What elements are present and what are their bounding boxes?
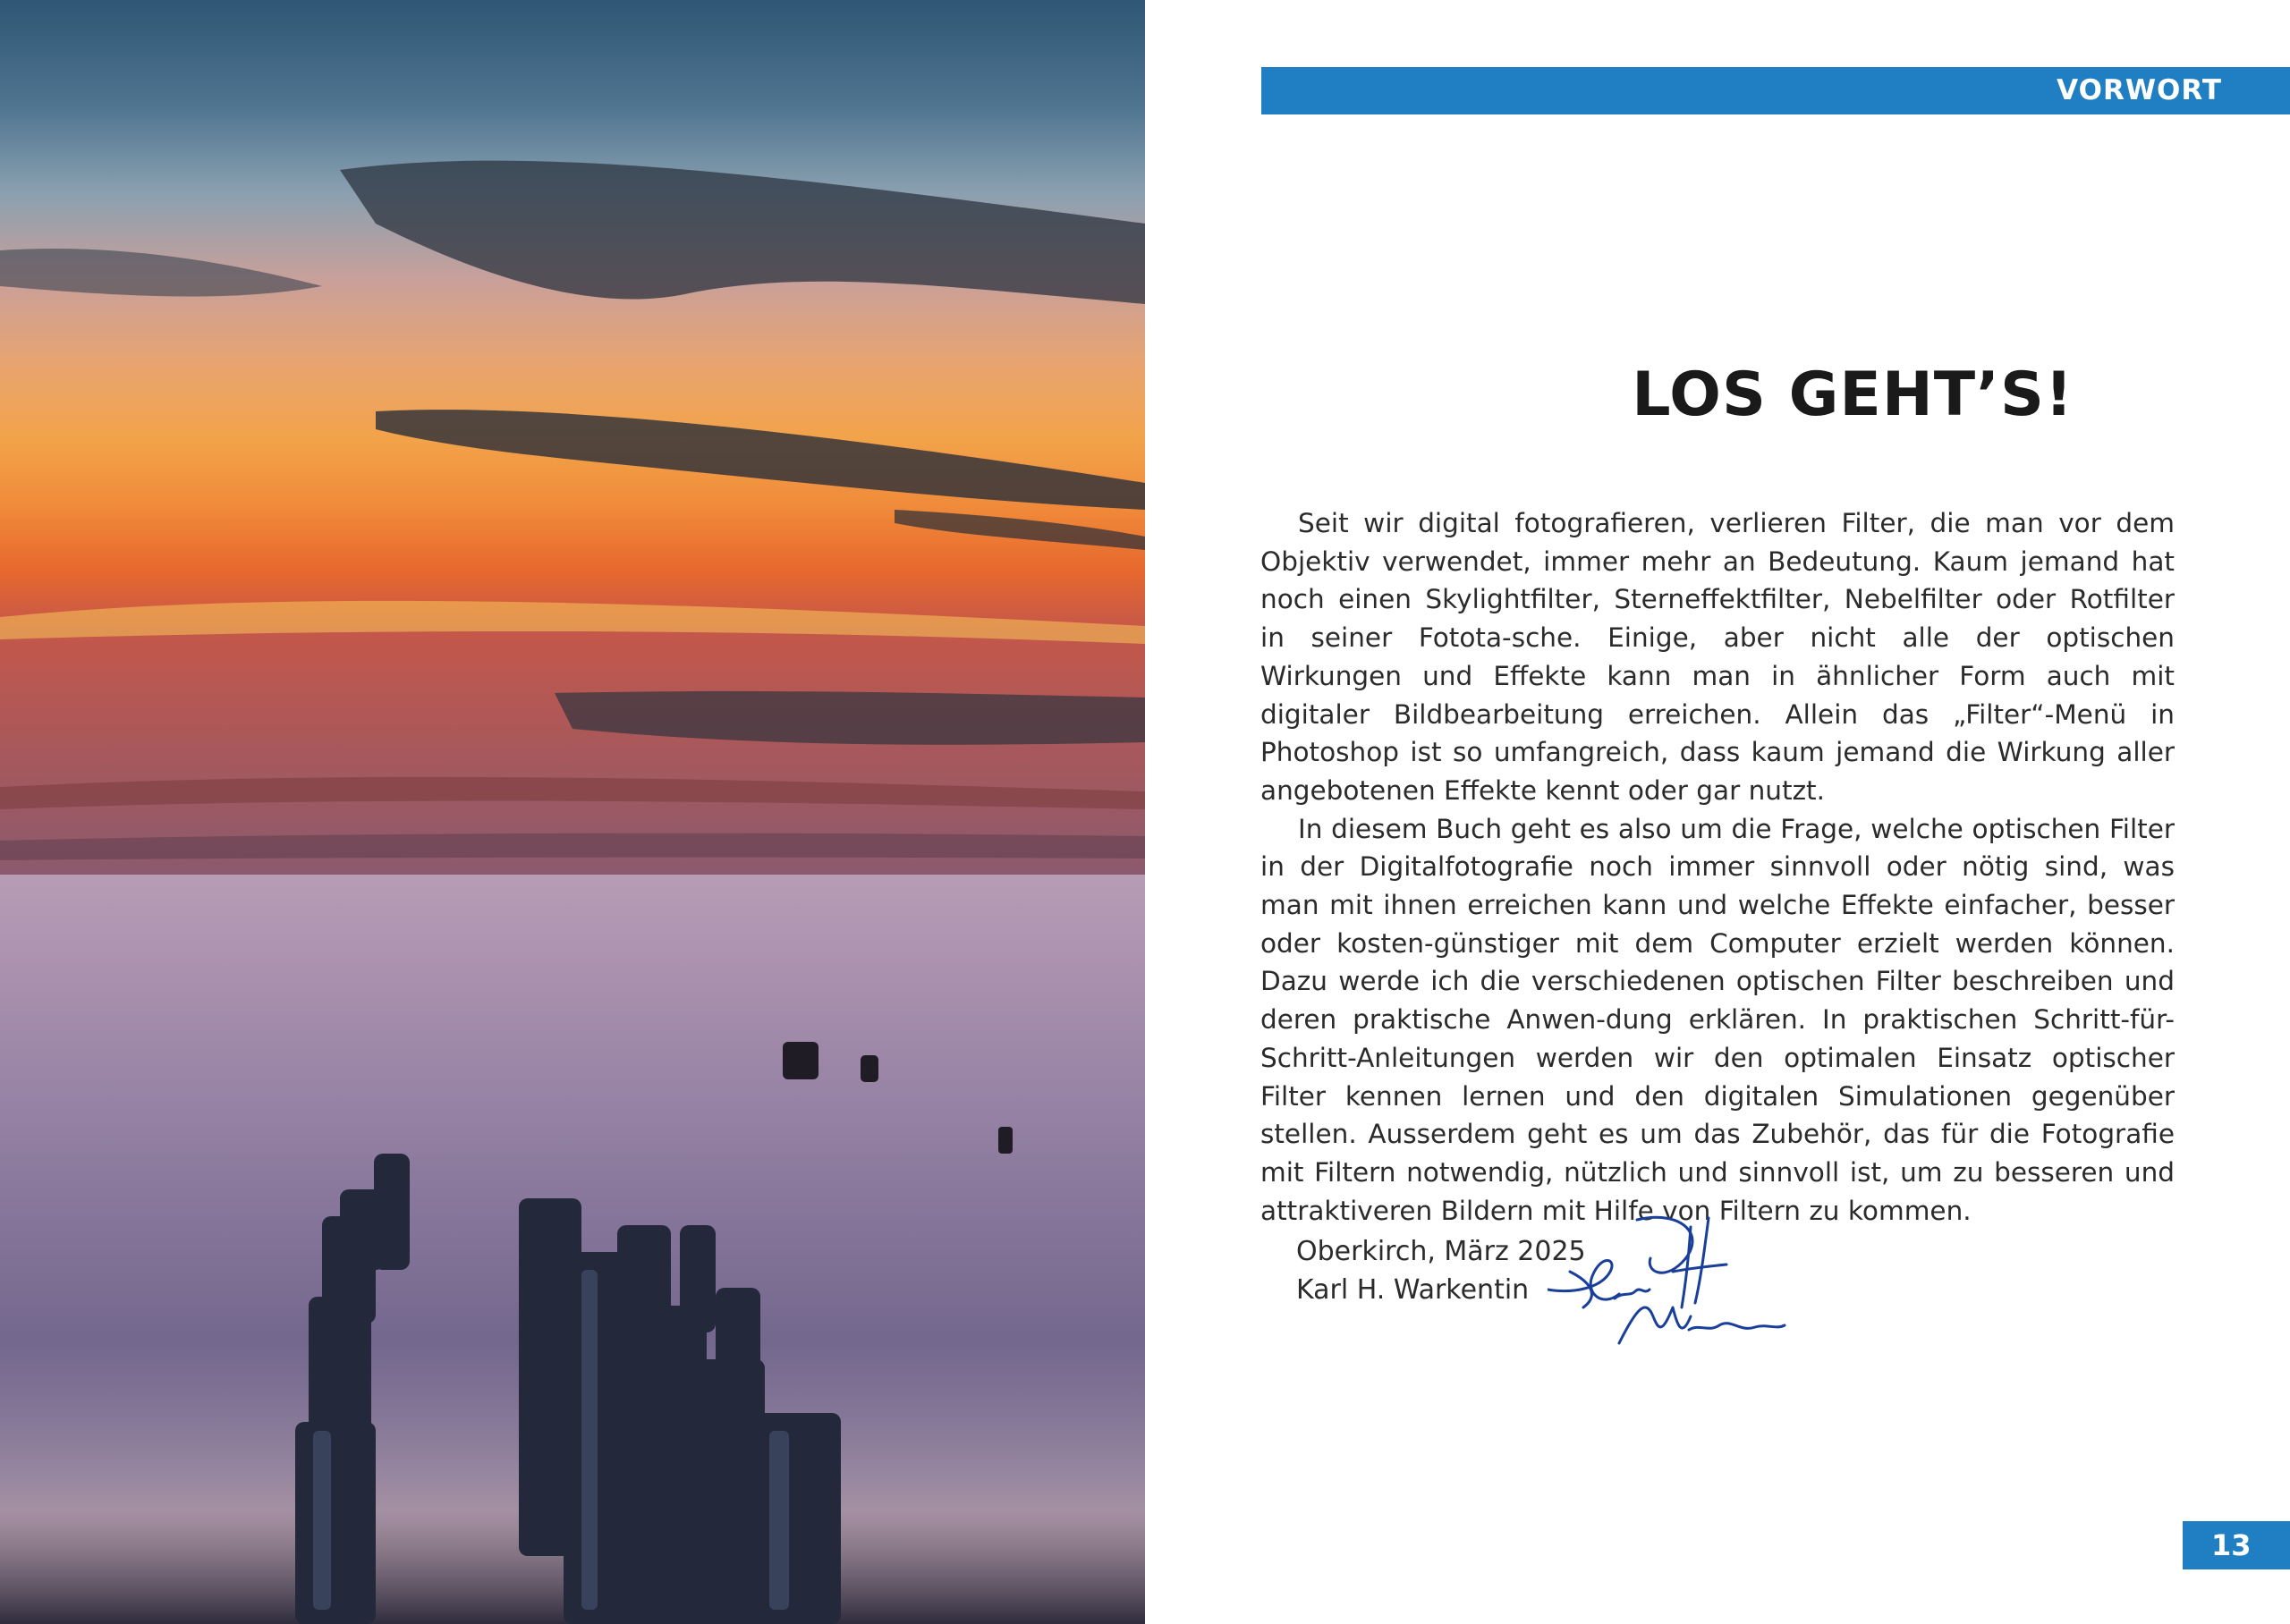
page-title: [1261, 359, 2184, 430]
place-date: Oberkirch, März 2025: [1296, 1236, 1586, 1267]
author-name: Karl H. Warkentin: [1296, 1274, 1530, 1306]
closing-block: [1296, 1232, 1586, 1309]
handwritten-signature-icon: [1548, 1209, 1789, 1352]
paragraph-2: In diesem Buch geht es also um die Frage, welche optischen Filter in der Digitalfotografie noch immer sinnvoll oder nötig sind, was man mit ihnen erreichen kann und welche Effekte einfacher, besser oder kosten-günstiger mit dem Computer erzielt werden können. Dazu werde ich die verschiedenen optischen Filter beschreiben und deren praktische Anwen-dung erklären. In praktischen Schritt-für-Schritt-Anleitungen werden wir den optimalen Einsatz optischer Filter kennen lernen und den digitalen Simulationen gegenüber stellen. Ausserdem geht es um das Zubehör, das für die Fotografie mit Filtern notwendig, nützlich und sinnvoll ist, um zu besseren und attraktiveren Bildern mit Hilfe von Filtern zu kommen.: [1260, 813, 2175, 1226]
section-header-bar: [1261, 67, 2290, 114]
article-body: [1260, 504, 2175, 1230]
page-number: 13: [2183, 1521, 2290, 1569]
section-label: VORWORT: [2057, 74, 2222, 106]
paragraph-1: Seit wir digital fotografieren, verlieren Filter, die man vor dem Objektiv verwendet, immer mehr an Bedeutung. Kaum jemand hat noch einen Skylightfilter, Sterneffektfilter, Nebelfilter oder Rotfilter in seiner Fotota-sche. Einige, aber nicht alle der optischen Wirkungen und Effekte kann man in ähnlicher Form auch mit digitaler Bildbearbeitung erreichen. Allein das „Filter“-Menü in Photoshop ist so umfangreich, dass kaum jemand die Wirkung aller angebotenen Effekte kennt oder gar nutzt.: [1260, 508, 2175, 806]
page-title-text: LOS GEHT’S!: [1632, 359, 2074, 430]
